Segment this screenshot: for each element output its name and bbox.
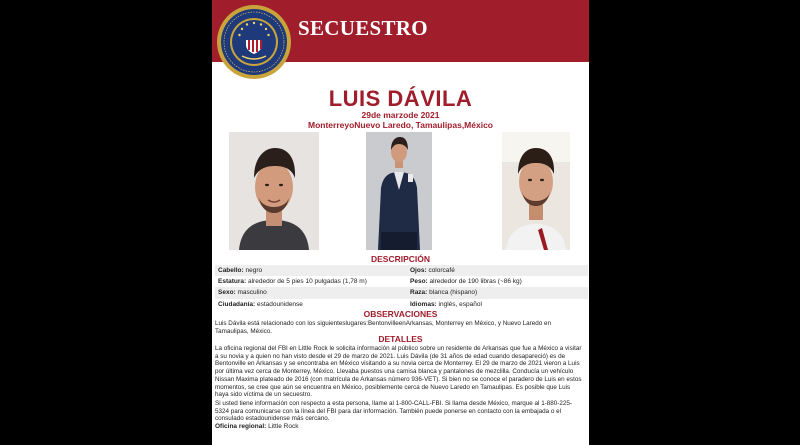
- eyes-value: colorcafé: [428, 267, 455, 275]
- observations-text: Luis Dávila está relacionado con los siguienteslugares:BentonvilleenArkansas, Monterrey en México, y Nuevo Laredo en Tamaulipas, México.: [215, 320, 552, 335]
- subject-photo-2: [366, 132, 432, 250]
- languages-label: Idiomas:: [410, 300, 437, 308]
- citizenship-label: Ciudadanía:: [218, 300, 256, 308]
- table-row: [215, 265, 588, 276]
- race-label: Raza:: [410, 289, 428, 297]
- details-text: La oficina regional del FBI en Little Rock le solicita información al público sobre un residente de Arkansas que fue a México a visitar a su novia y a quien no han visto desde el 29 de marzo de 2021. Luis Dávila (de 31 años de edad cuando desapareció) es de Bentonville en Arkansas y se encontraba en México visitando a su novia cerca de Monterrey. El 29 de marzo de 2021 vieron a Luis por última vez cerca de Monterrey, México. Llevaba puestos una camisa blanca y pantalones de mezclilla. Conducía un vehículo Nissan Maxima plateado de 2016 (con matrícula de Arkansas número 936-VET). Si bien no se conoce el paradero de Luis en estos momentos, se cree que aún se encuentra en México, posiblemente cerca de Nuevo Laredo en Tamaulipas. Es posible que Luis haya sido víctima de un secuestro.: [215, 345, 582, 399]
- details-heading: DETALLES: [378, 334, 423, 344]
- height-label: Estatura:: [218, 278, 247, 286]
- sex-label: Sexo:: [218, 289, 236, 297]
- fbi-seal-icon: [216, 4, 292, 80]
- field-office-value: Little Rock: [268, 423, 299, 430]
- contact-text: Si usted tiene información con respecto a esta persona, llame al 1-800-CALL-FBI. Si llama desde México, marque al 1-880-225-5324 para comunicarse con la línea del FBI para dar información. También puede ponerse en contacto con la embajada o el consulado estadounidense más cercano.: [215, 400, 573, 423]
- hair-label: Cabello:: [218, 267, 244, 275]
- sex-value: masculino: [237, 289, 267, 297]
- incident-location: MonterreyoNuevo Laredo, Tamaulipas,México: [308, 120, 493, 130]
- subject-name: LUIS DÁVILA: [328, 86, 473, 111]
- wanted-poster: [212, 0, 589, 445]
- field-office-label: Oficina regional:: [215, 423, 267, 430]
- banner-title: SECUESTRO: [298, 16, 428, 40]
- field-office: [215, 423, 298, 430]
- weight-value: alrededor de 190 libras (~86 kg): [429, 278, 522, 286]
- subject-photo-3: [502, 132, 570, 250]
- table-row: [215, 287, 588, 298]
- observations-heading: OBSERVACIONES: [363, 309, 438, 319]
- description-table: [215, 265, 588, 310]
- languages-value: inglés, español: [438, 300, 482, 308]
- weight-label: Peso:: [410, 278, 428, 286]
- hair-value: negro: [245, 267, 263, 275]
- height-value: alrededor de 5 pies 10 pulgadas (1,78 m): [248, 278, 367, 286]
- description-heading: DESCRIPCIÓN: [370, 254, 431, 264]
- subject-photo-1: [229, 132, 319, 250]
- incident-date: 29de marzode 2021: [361, 110, 440, 120]
- eyes-label: Ojos:: [410, 267, 427, 275]
- race-value: blanca (hispano): [429, 289, 478, 297]
- citizenship-value: estadounidense: [257, 300, 303, 308]
- table-row: [215, 276, 588, 287]
